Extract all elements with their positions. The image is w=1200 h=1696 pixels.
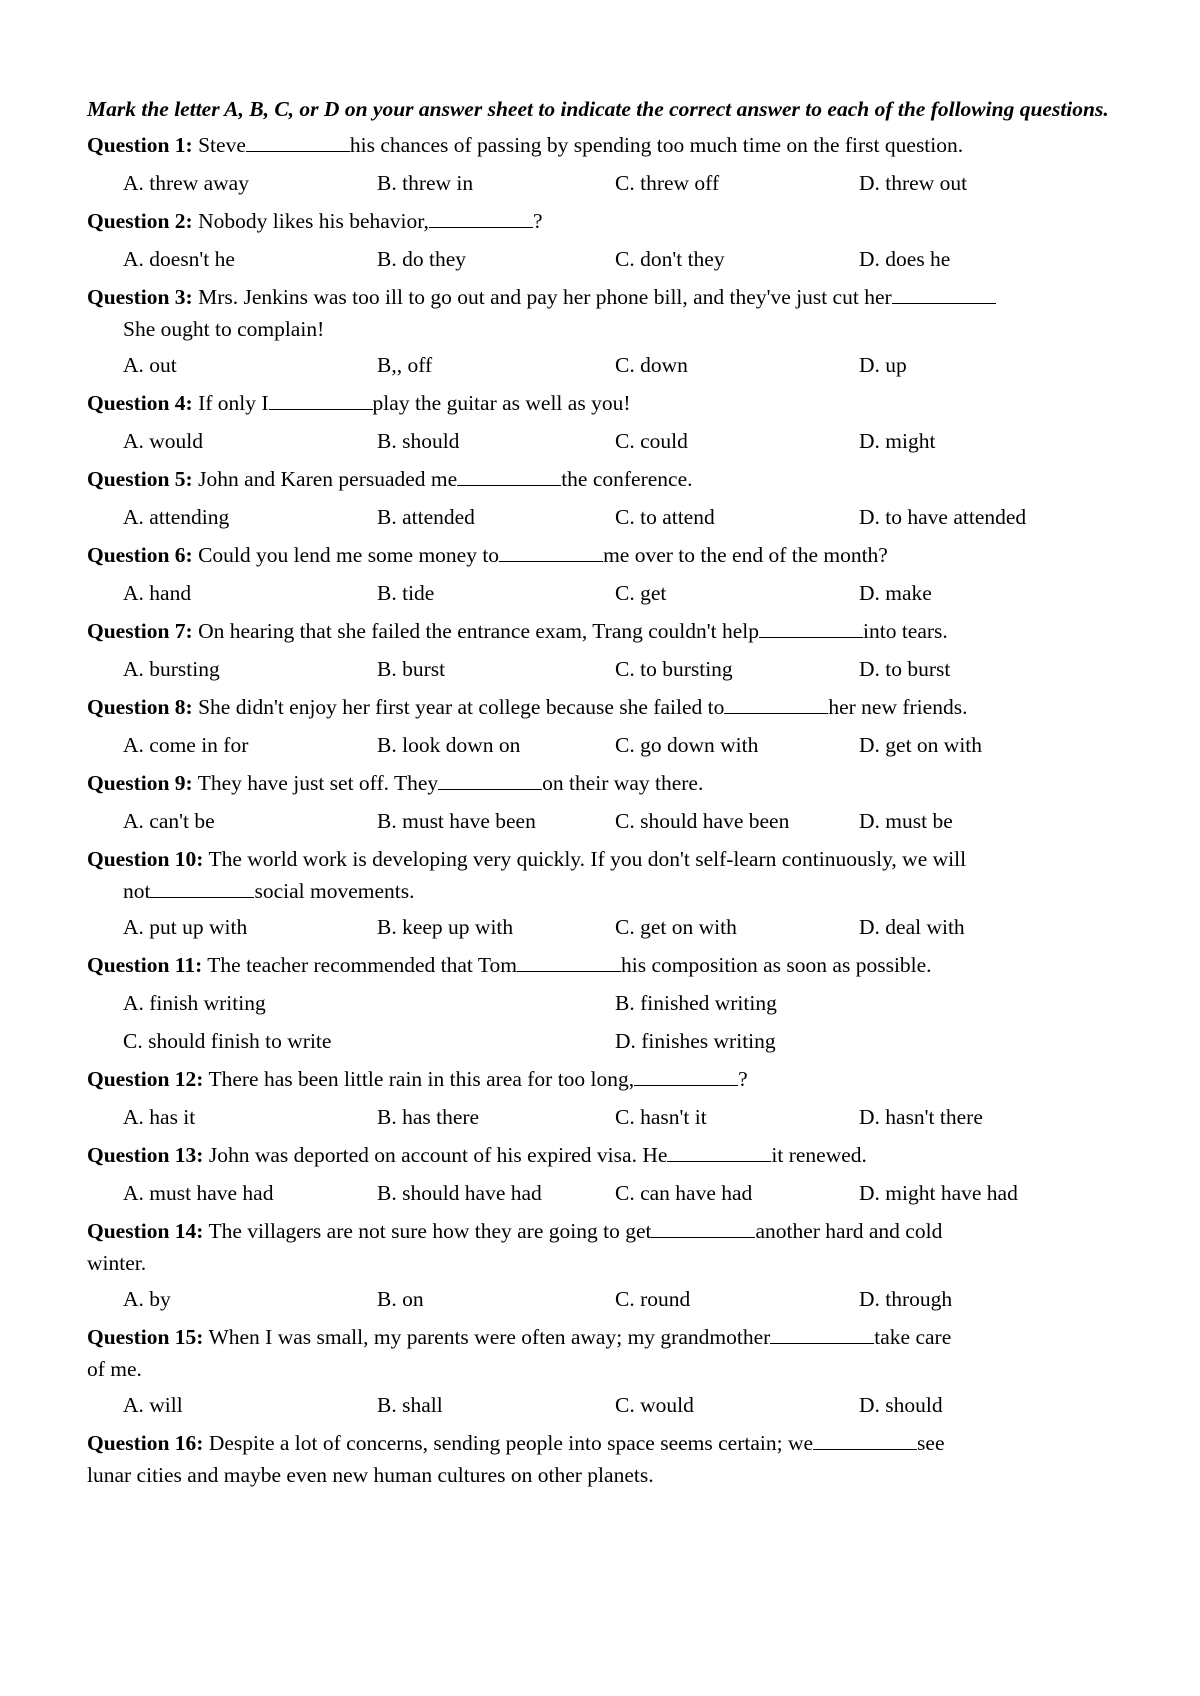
question-text-before: On hearing that she failed the entrance exam, Trang couldn't help — [198, 619, 760, 643]
question-11 — [87, 946, 1137, 1060]
question-list — [87, 126, 1137, 1492]
question-text-before: Mrs. Jenkins was too ill to go out and pay her phone bill, and they've just cut her — [198, 285, 892, 309]
question-continuation: She ought to complain! — [123, 317, 325, 341]
options-row — [87, 650, 1137, 688]
answer-option[interactable]: A. attending — [123, 505, 230, 529]
answer-option[interactable]: C. threw off — [615, 171, 720, 195]
answer-blank — [813, 1429, 917, 1450]
question-label: Question 14: — [87, 1219, 204, 1243]
question-text-after: play the guitar as well as you! — [372, 391, 631, 415]
answer-option[interactable]: D. to burst — [859, 657, 951, 681]
options-row — [87, 240, 1137, 278]
answer-option[interactable]: A. out — [123, 353, 177, 377]
question-stem — [87, 840, 1137, 908]
answer-option[interactable]: A. will — [123, 1393, 183, 1417]
instruction: Mark the letter A, B, C, or D on your answer sheet to indicate the correct answer to each of the following questions. — [87, 97, 1109, 121]
question-text-after: his chances of passing by spending too much time on the first question. — [349, 133, 964, 157]
question-text-after: the conference. — [561, 467, 693, 491]
question-text-before: Despite a lot of concerns, sending people into space seems certain; we — [208, 1431, 814, 1455]
question-label: Question 16: — [87, 1431, 204, 1455]
question-stem — [87, 126, 1137, 164]
answer-option[interactable]: A. put up with — [123, 915, 248, 939]
question-text-before: There has been little rain in this area for too long, — [208, 1067, 635, 1091]
question-15 — [87, 1318, 1137, 1424]
question-stem — [87, 202, 1137, 240]
question-text-before: If only I — [198, 391, 269, 415]
question-label: Question 9: — [87, 771, 193, 795]
question-stem — [87, 1212, 1137, 1280]
answer-option[interactable]: B. finished writing — [615, 991, 777, 1015]
answer-option[interactable]: C. should finish to write — [123, 1029, 332, 1053]
question-text-after: another hard and cold — [755, 1219, 943, 1243]
answer-option[interactable]: D. make — [859, 581, 932, 605]
answer-blank — [457, 465, 561, 486]
answer-option[interactable]: D. threw out — [859, 171, 968, 195]
question-stem — [87, 764, 1137, 802]
answer-blank — [667, 1141, 771, 1162]
question-text-before: Nobody likes his behavior, — [198, 209, 429, 233]
question-text-after: ? — [738, 1067, 748, 1091]
question-stem — [87, 946, 1137, 984]
answer-option[interactable]: A. by — [123, 1287, 171, 1311]
options-row — [87, 1174, 1137, 1212]
answer-option[interactable]: B. burst — [377, 657, 446, 681]
answer-blank — [246, 131, 350, 152]
question-text-after: his composition as soon as possible. — [621, 953, 932, 977]
answer-option[interactable]: D. should — [859, 1393, 943, 1417]
answer-blank — [724, 693, 828, 714]
question-stem — [87, 1060, 1137, 1098]
answer-option[interactable]: D. hasn't there — [859, 1105, 983, 1129]
question-stem — [87, 1318, 1137, 1386]
question-stem — [87, 384, 1137, 422]
question-label: Question 13: — [87, 1143, 204, 1167]
options-row — [87, 346, 1137, 384]
question-text-after: it renewed. — [771, 1143, 867, 1167]
options-row — [87, 802, 1137, 840]
question-text-before: The world work is developing very quickly. If you don't self-learn continuously, we will — [208, 847, 967, 871]
question-14 — [87, 1212, 1137, 1318]
answer-option[interactable]: B. on — [377, 1287, 424, 1311]
question-text-before: The villagers are not sure how they are going to get — [208, 1219, 652, 1243]
answer-option[interactable]: C. go down with — [615, 733, 759, 757]
answer-blank — [770, 1323, 874, 1344]
answer-option[interactable]: B. should — [377, 429, 460, 453]
continuation-text-before: not — [123, 879, 151, 903]
question-text-before: Could you lend me some money to — [198, 543, 500, 567]
question-6 — [87, 536, 1137, 612]
question-stem — [87, 688, 1137, 726]
answer-option[interactable]: B. tide — [377, 581, 435, 605]
answer-blank — [499, 541, 603, 562]
question-text-before: They have just set off. They — [197, 771, 439, 795]
question-text-before: She didn't enjoy her first year at college because she failed to — [198, 695, 725, 719]
answer-option[interactable]: C. don't they — [615, 247, 725, 271]
question-13 — [87, 1136, 1137, 1212]
question-continuation: winter. — [87, 1251, 147, 1275]
answer-option[interactable]: D. might — [859, 429, 936, 453]
answer-option[interactable]: C. to bursting — [615, 657, 733, 681]
options-row — [87, 1280, 1137, 1318]
answer-option[interactable]: A. has it — [123, 1105, 196, 1129]
answer-option[interactable]: D. get on with — [859, 733, 983, 757]
question-text-before: When I was small, my parents were often away; my grandmother — [208, 1325, 771, 1349]
question-text-before: Steve — [198, 133, 246, 157]
options-row — [87, 1022, 1137, 1060]
answer-option[interactable]: B,, off — [377, 353, 433, 377]
options-row — [87, 1098, 1137, 1136]
question-text-after: me over to the end of the month? — [603, 543, 888, 567]
answer-option[interactable]: B. attended — [377, 505, 475, 529]
answer-option[interactable]: A. threw away — [123, 171, 249, 195]
answer-blank — [634, 1065, 738, 1086]
continuation-text-after: social movements. — [254, 879, 415, 903]
question-text-after: ? — [532, 209, 543, 233]
answer-blank — [269, 389, 373, 410]
answer-option[interactable]: B. should have had — [377, 1181, 542, 1205]
answer-option[interactable]: C. would — [615, 1393, 694, 1417]
answer-option[interactable]: D. to have attended — [859, 505, 1027, 529]
question-continuation: lunar cities and maybe even new human cultures on other planets. — [87, 1463, 654, 1487]
answer-option[interactable]: A. hand — [123, 581, 192, 605]
question-label: Question 4: — [87, 391, 193, 415]
question-stem — [87, 612, 1137, 650]
options-row — [87, 1386, 1137, 1424]
answer-option[interactable]: D. deal with — [859, 915, 965, 939]
question-text-after: see — [917, 1431, 945, 1455]
answer-option[interactable]: B. do they — [377, 247, 466, 271]
question-text-before: The teacher recommended that Tom — [207, 953, 517, 977]
question-10 — [87, 840, 1137, 946]
question-text-after: on their way there. — [542, 771, 704, 795]
answer-option[interactable]: C. get on with — [615, 915, 737, 939]
options-row — [87, 498, 1137, 536]
answer-option[interactable]: C. get — [615, 581, 667, 605]
question-label: Question 12: — [87, 1067, 204, 1091]
question-continuation — [123, 874, 1137, 908]
answer-option[interactable]: A. can't be — [123, 809, 215, 833]
question-stem — [87, 460, 1137, 498]
question-7 — [87, 612, 1137, 688]
answer-option[interactable]: D. does he — [859, 247, 951, 271]
answer-blank — [150, 877, 254, 898]
answer-blank — [651, 1217, 755, 1238]
question-2 — [87, 202, 1137, 278]
options-row — [87, 984, 1137, 1022]
question-label: Question 5: — [87, 467, 193, 491]
answer-option[interactable]: B. must have been — [377, 809, 536, 833]
answer-option[interactable]: C. could — [615, 429, 688, 453]
answer-option[interactable]: C. hasn't it — [615, 1105, 707, 1129]
answer-option[interactable]: A. bursting — [123, 657, 220, 681]
question-text-after: take care — [874, 1325, 952, 1349]
answer-option[interactable]: A. must have had — [123, 1181, 274, 1205]
options-row — [87, 574, 1137, 612]
question-text-after: into tears. — [863, 619, 948, 643]
question-text-before: John was deported on account of his expired visa. He — [208, 1143, 668, 1167]
answer-blank — [759, 617, 863, 638]
answer-option[interactable]: D. must be — [859, 809, 953, 833]
question-label: Question 15: — [87, 1325, 204, 1349]
answer-option[interactable]: B. keep up with — [377, 915, 514, 939]
question-label: Question 6: — [87, 543, 193, 567]
question-text-before: John and Karen persuaded me — [198, 467, 458, 491]
answer-option[interactable]: A. doesn't he — [123, 247, 235, 271]
answer-blank — [438, 769, 542, 790]
options-row — [87, 422, 1137, 460]
answer-option[interactable]: B. has there — [377, 1105, 480, 1129]
question-8 — [87, 688, 1137, 764]
options-row — [87, 164, 1137, 202]
question-label: Question 8: — [87, 695, 193, 719]
question-label: Question 7: — [87, 619, 193, 643]
question-label: Question 11: — [87, 953, 203, 977]
answer-option[interactable]: C. down — [615, 353, 688, 377]
answer-blank — [517, 951, 621, 972]
answer-option[interactable]: C. round — [615, 1287, 691, 1311]
question-label: Question 1: — [87, 133, 193, 157]
answer-option[interactable]: D. might have had — [859, 1181, 1018, 1205]
answer-option[interactable]: C. can have had — [615, 1181, 753, 1205]
answer-option[interactable]: C. to attend — [615, 505, 715, 529]
question-1 — [87, 126, 1137, 202]
answer-option[interactable]: B. shall — [377, 1393, 443, 1417]
answer-option[interactable]: A. finish writing — [123, 991, 266, 1015]
question-3 — [87, 278, 1137, 384]
question-label: Question 3: — [87, 285, 193, 309]
options-row — [87, 726, 1137, 764]
answer-option[interactable]: C. should have been — [615, 809, 790, 833]
question-12 — [87, 1060, 1137, 1136]
answer-option[interactable]: B. look down on — [377, 733, 521, 757]
options-row — [87, 908, 1137, 946]
question-stem — [87, 278, 1137, 346]
answer-option[interactable]: D. finishes writing — [615, 1029, 776, 1053]
question-9 — [87, 764, 1137, 840]
question-continuation: of me. — [87, 1357, 142, 1381]
answer-option[interactable]: A. would — [123, 429, 204, 453]
answer-option[interactable]: B. threw in — [377, 171, 474, 195]
question-stem — [87, 1424, 1137, 1492]
answer-option[interactable]: A. come in for — [123, 733, 249, 757]
question-stem — [87, 536, 1137, 574]
answer-option[interactable]: D. through — [859, 1287, 953, 1311]
question-text-after: her new friends. — [828, 695, 968, 719]
question-16 — [87, 1424, 1137, 1492]
question-label: Question 2: — [87, 209, 193, 233]
answer-option[interactable]: D. up — [859, 353, 907, 377]
question-stem — [87, 1136, 1137, 1174]
question-4 — [87, 384, 1137, 460]
exam-page — [87, 92, 1137, 1492]
answer-blank — [429, 207, 533, 228]
question-5 — [87, 460, 1137, 536]
question-label: Question 10: — [87, 847, 204, 871]
answer-blank — [892, 283, 996, 304]
